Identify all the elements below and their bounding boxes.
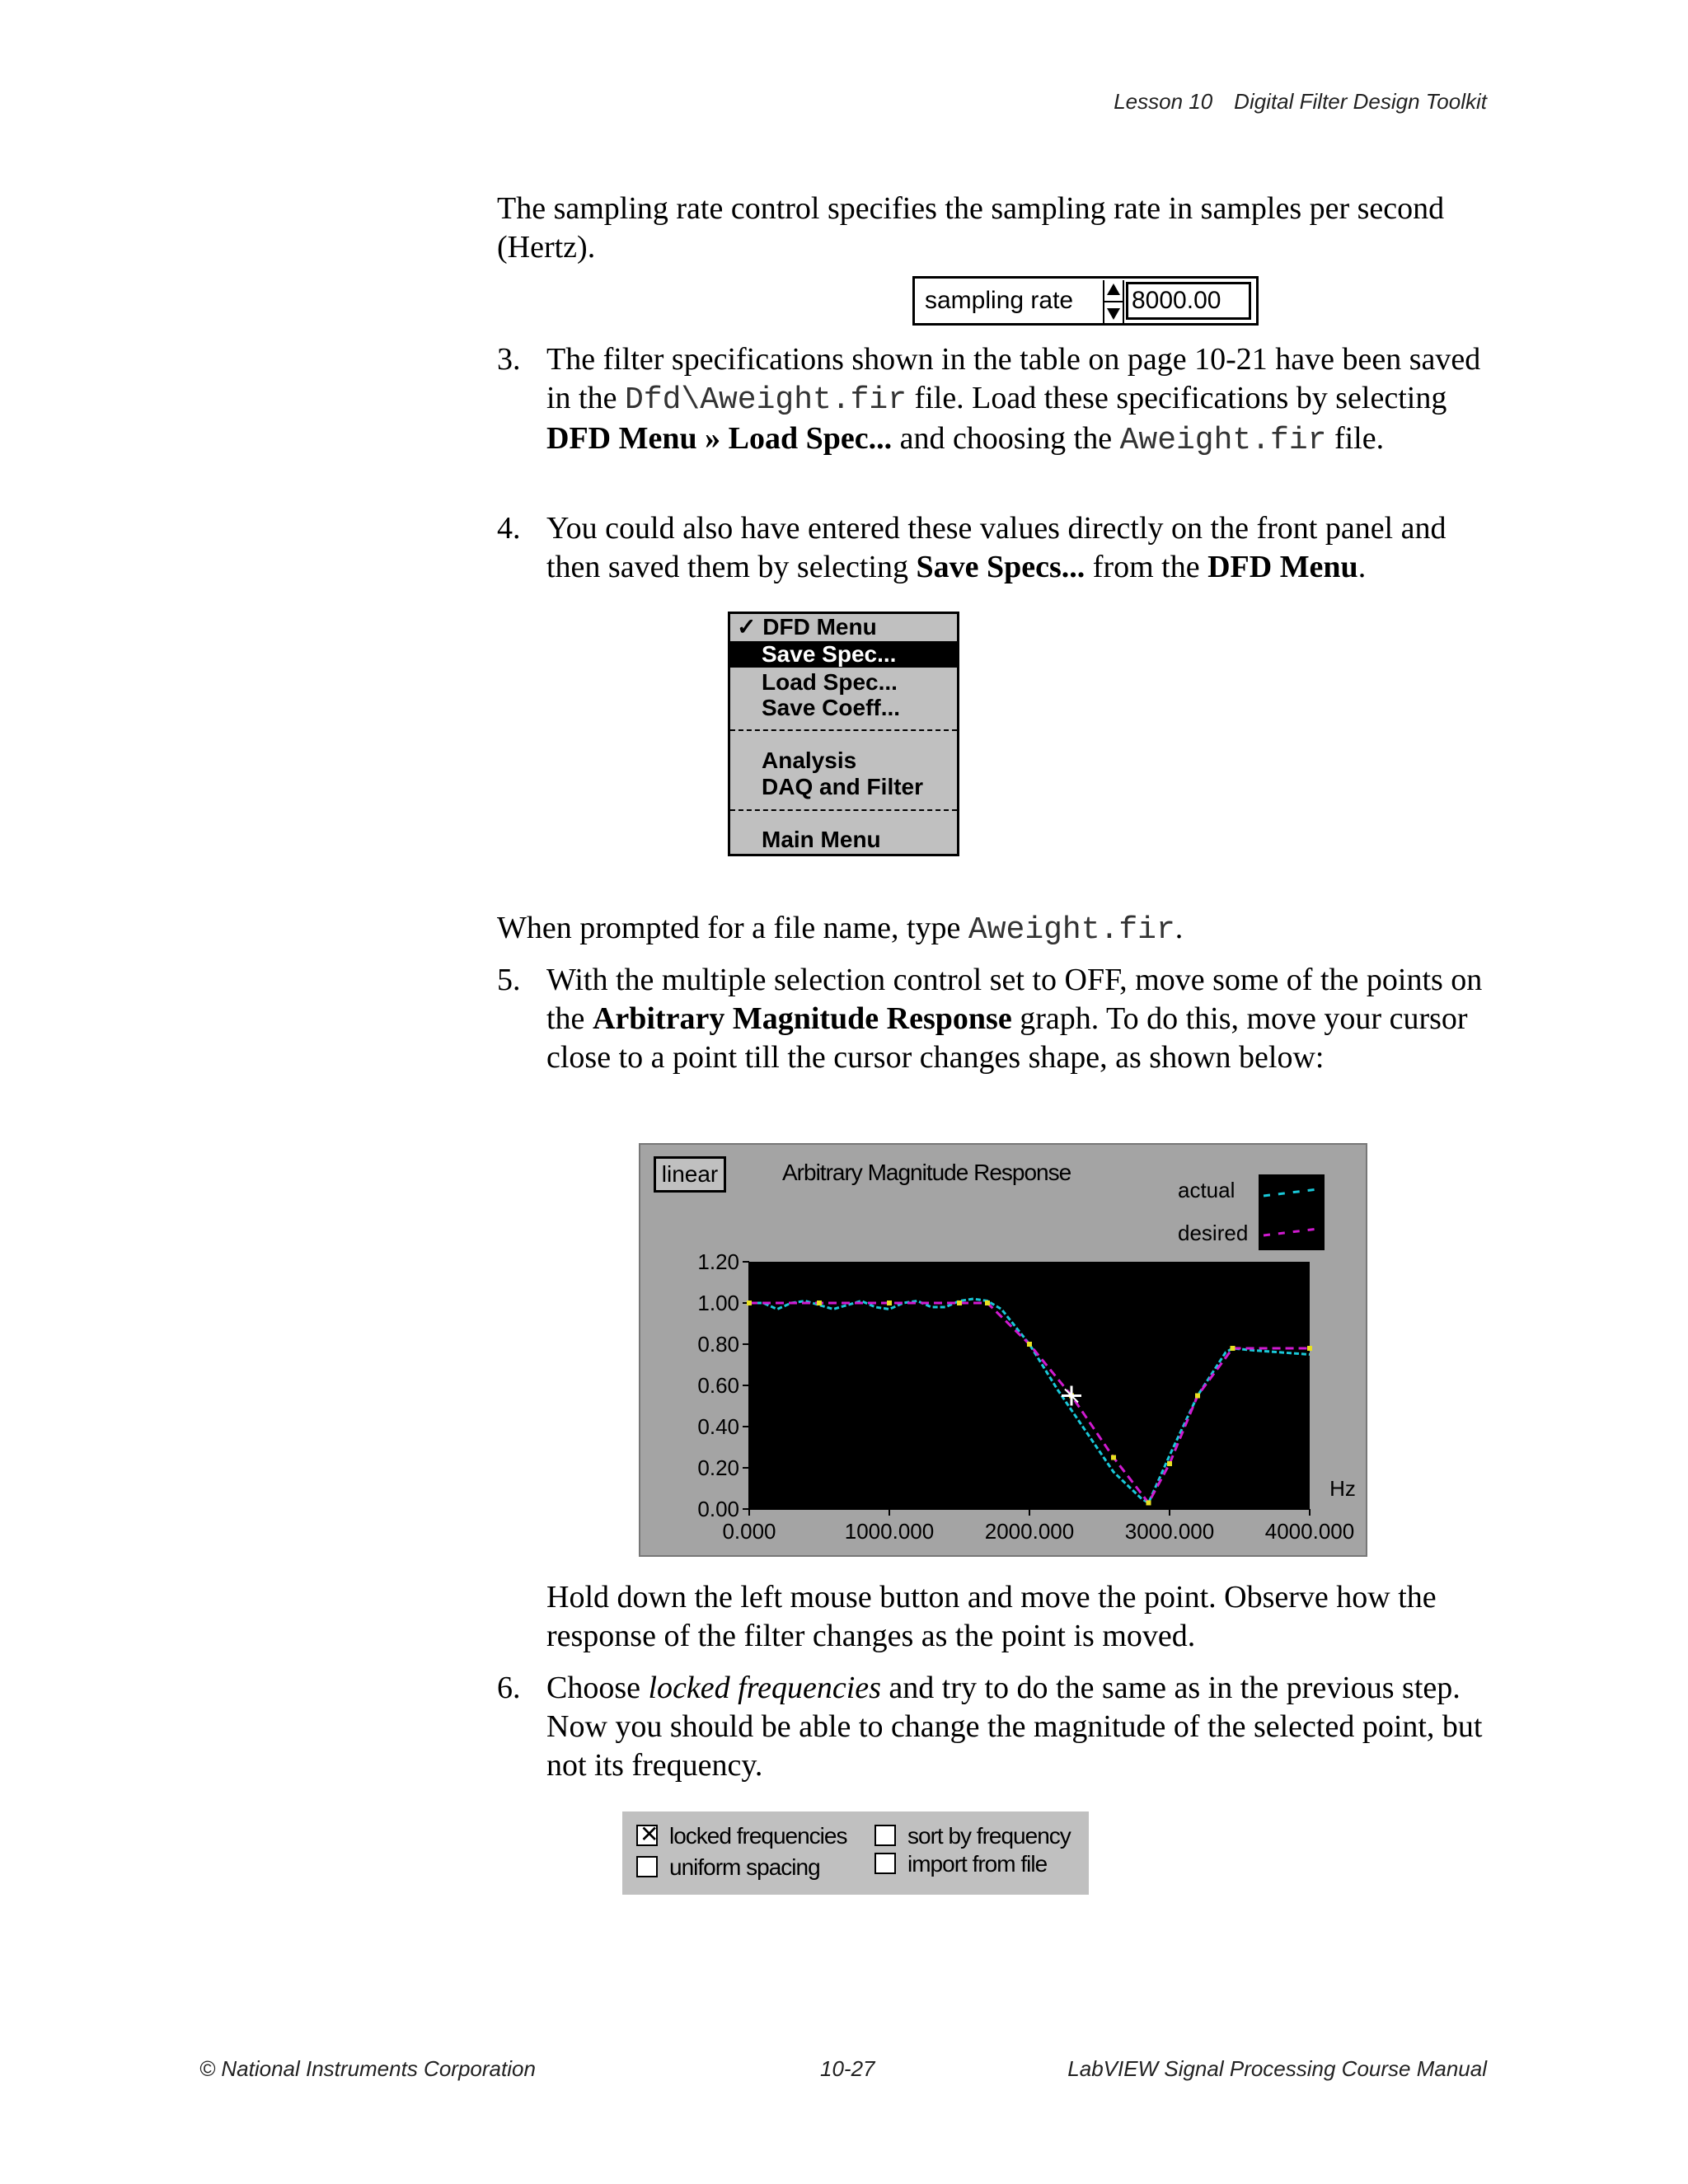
x-tick-label: 4000.000 bbox=[1264, 1519, 1355, 1544]
header-title: Digital Filter Design Toolkit bbox=[1234, 89, 1487, 114]
menu-item-save-spec[interactable]: Save Spec... bbox=[730, 641, 957, 668]
option-name: locked frequencies bbox=[648, 1671, 881, 1705]
y-tick-label: 0.40 bbox=[697, 1414, 739, 1439]
sampling-rate-input[interactable]: 8000.00 bbox=[1126, 282, 1251, 320]
x-tick-label: 3000.000 bbox=[1124, 1519, 1215, 1544]
dfd-menu bbox=[728, 612, 959, 856]
step-text: Choose locked frequencies and try to do the same as in the previous step. Now you should be able to change the magnitude of the selected point, but not its frequency. bbox=[546, 1671, 1483, 1783]
data-point bbox=[985, 1301, 990, 1305]
menu-item-save-coeff[interactable]: Save Coeff... bbox=[762, 695, 901, 720]
data-point bbox=[817, 1301, 822, 1305]
graph-title: Arbitrary Magnitude Response bbox=[782, 1160, 1071, 1185]
y-tick-label: 0.00 bbox=[697, 1497, 739, 1521]
data-point bbox=[1027, 1342, 1032, 1347]
checkbox-label: sort by frequency bbox=[907, 1823, 1071, 1849]
file-name: Aweight.fir bbox=[968, 912, 1175, 948]
data-point bbox=[1111, 1455, 1116, 1460]
graph-name: Arbitrary Magnitude Response bbox=[592, 1001, 1012, 1036]
footer-manual-title: LabVIEW Signal Processing Course Manual bbox=[1067, 2056, 1487, 2081]
step-text: The filter specifications shown in the table on page 10-21 have been saved in the Dfd\Aweight.fir file. Load these specifications by selecting DFD Menu » Load Spec... and choosing the Aweight.fir file. bbox=[546, 342, 1481, 458]
prompt-paragraph: When prompted for a file name, type Aweight.fir. bbox=[497, 911, 1184, 948]
step-number: 6. bbox=[497, 1671, 521, 1705]
sampling-rate-label: sampling rate bbox=[925, 287, 1074, 314]
menu-item-main-menu[interactable]: Main Menu bbox=[762, 827, 881, 852]
checkbox-label: uniform spacing bbox=[669, 1854, 820, 1880]
data-point bbox=[1167, 1461, 1172, 1466]
legend-label-actual: actual bbox=[1178, 1178, 1236, 1202]
header-lesson: Lesson 10 bbox=[1114, 89, 1213, 114]
file-name: Aweight.fir bbox=[1119, 423, 1327, 458]
checkbox-box[interactable] bbox=[636, 1856, 658, 1877]
linear-scale-button[interactable]: linear bbox=[654, 1156, 726, 1193]
checkbox-label: import from file bbox=[907, 1851, 1048, 1877]
running-header bbox=[1114, 89, 1487, 115]
increment-arrow-icon[interactable] bbox=[1107, 284, 1120, 295]
step-number: 4. bbox=[497, 511, 521, 546]
step-number: 5. bbox=[497, 963, 521, 997]
checkbox-box[interactable] bbox=[636, 1821, 659, 1847]
checkbox-label: locked frequencies bbox=[669, 1823, 847, 1849]
menu-title[interactable]: ✓ DFD Menu bbox=[737, 614, 877, 640]
menu-item-daq-and-filter[interactable]: DAQ and Filter bbox=[762, 774, 924, 799]
footer-page-number: 10-27 bbox=[820, 2056, 875, 2081]
data-point bbox=[1307, 1346, 1312, 1351]
menu-item-load-spec[interactable]: Load Spec... bbox=[762, 669, 898, 695]
y-tick-label: 0.20 bbox=[697, 1455, 739, 1480]
x-tick-label: 1000.000 bbox=[844, 1519, 935, 1544]
after-graph-paragraph: Hold down the left mouse button and move the point. Observe how the response of the filter changes as the point is moved. bbox=[546, 1580, 1437, 1653]
data-point bbox=[1231, 1346, 1236, 1351]
decrement-arrow-icon[interactable] bbox=[1107, 308, 1120, 320]
y-tick-label: 0.60 bbox=[697, 1373, 739, 1398]
graph-options-panel bbox=[622, 1811, 1089, 1895]
step-number: 3. bbox=[497, 342, 521, 377]
file-path: Dfd\Aweight.fir bbox=[624, 382, 907, 418]
y-tick-label: 0.80 bbox=[697, 1332, 739, 1357]
footer-copyright: © National Instruments Corporation bbox=[199, 2056, 536, 2081]
y-tick-label: 1.00 bbox=[697, 1291, 739, 1315]
checkmark-x-icon: ✕ bbox=[640, 1821, 659, 1847]
data-point bbox=[887, 1301, 892, 1305]
menu-item-analysis[interactable]: Analysis bbox=[762, 748, 857, 773]
x-axis-label: Hz bbox=[1329, 1476, 1356, 1501]
data-point bbox=[1146, 1501, 1151, 1506]
plot-area bbox=[749, 1262, 1310, 1509]
step-text: With the multiple selection control set to OFF, move some of the points on the Arbitrary Magnitude Response graph. To do this, move your cursor close to a point till the cursor changes shape, as shown below: bbox=[546, 963, 1483, 1075]
sampling-rate-paragraph: The sampling rate control specifies the sampling rate in samples per second (Hertz). bbox=[497, 191, 1445, 265]
sampling-rate-spinner[interactable] bbox=[1103, 280, 1124, 323]
step-text: You could also have entered these values directly on the front panel and then saved them by selecting Save Specs... from the DFD Menu. bbox=[546, 511, 1447, 584]
menu-path: DFD Menu » Load Spec... bbox=[546, 421, 893, 456]
checkbox-box[interactable] bbox=[874, 1853, 896, 1874]
checkbox-box[interactable] bbox=[874, 1825, 896, 1846]
menu-separator bbox=[730, 729, 957, 731]
arbitrary-magnitude-response-graph bbox=[639, 1143, 1367, 1557]
legend-label-desired: desired bbox=[1178, 1221, 1249, 1245]
data-point bbox=[957, 1301, 962, 1305]
x-tick-label: 2000.000 bbox=[984, 1519, 1075, 1544]
data-point bbox=[747, 1301, 752, 1305]
y-tick-label: 1.20 bbox=[697, 1249, 739, 1274]
x-tick-label: 0.000 bbox=[722, 1519, 776, 1544]
sampling-rate-control[interactable] bbox=[912, 276, 1259, 326]
data-point bbox=[1195, 1394, 1200, 1399]
plot-svg[interactable] bbox=[640, 1145, 1366, 1555]
menu-separator bbox=[730, 809, 957, 811]
